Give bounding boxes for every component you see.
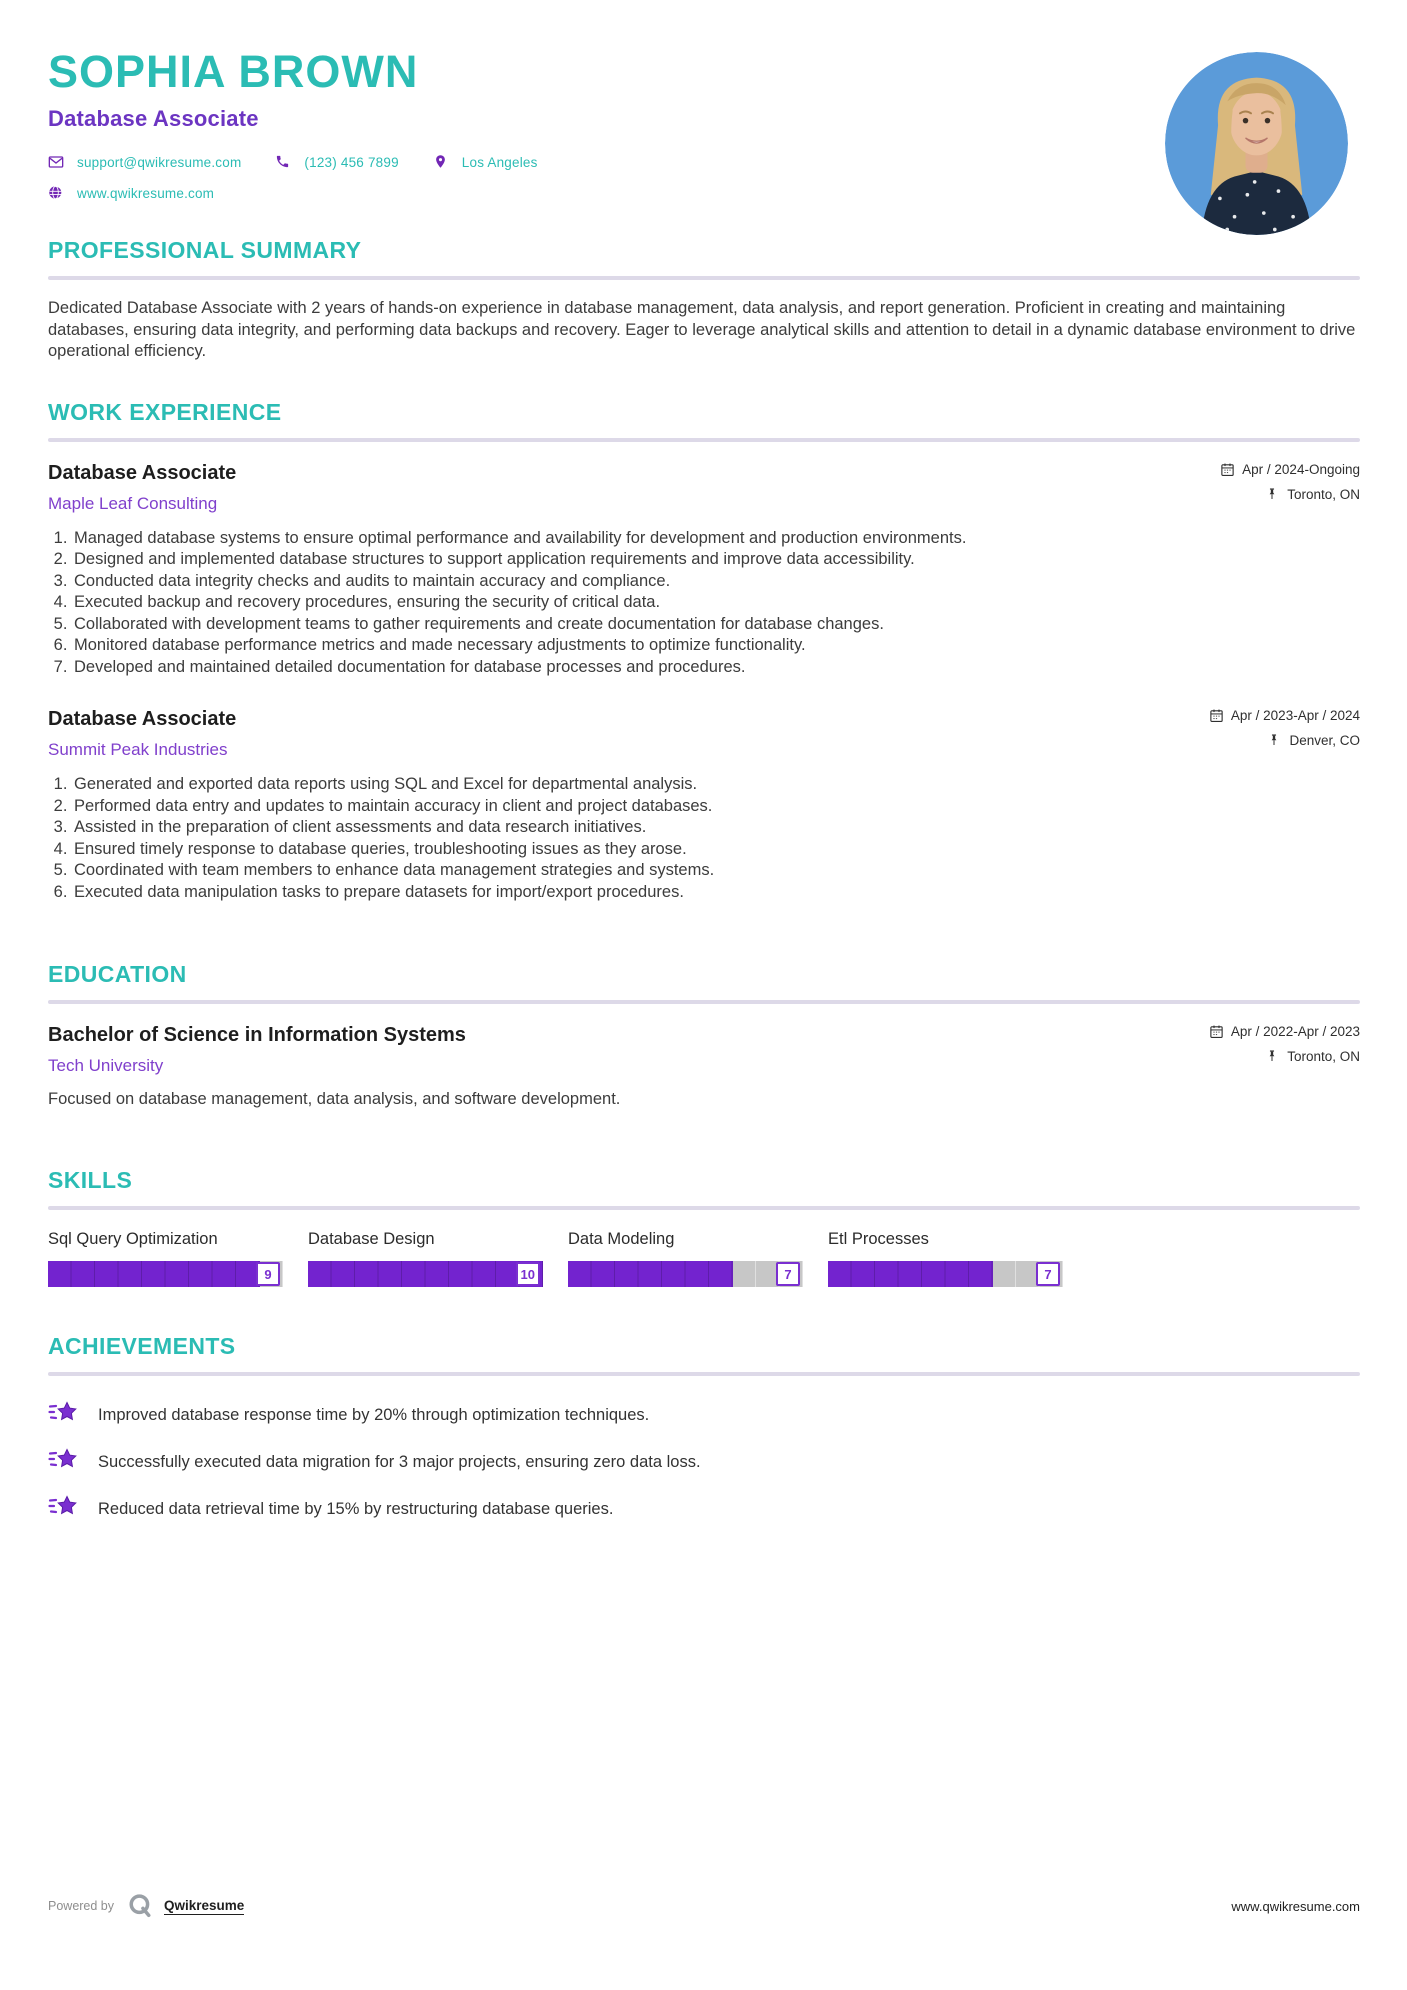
qwikresume-logo-icon — [126, 1892, 154, 1920]
school-name: Tech University — [48, 1056, 164, 1075]
section-professional-summary — [48, 237, 1360, 363]
contact-phone — [275, 154, 398, 170]
skill-progress-bar — [48, 1261, 283, 1287]
job-company: Maple Leaf Consulting — [48, 493, 218, 513]
job-bullet-list — [48, 528, 1360, 679]
envelope-icon — [48, 154, 64, 170]
skill-progress-fill — [828, 1261, 993, 1287]
section-divider — [48, 1206, 1360, 1210]
job-title: Database Associate — [48, 708, 237, 730]
education-heading: EDUCATION — [48, 961, 187, 987]
shooting-star-icon — [48, 1400, 78, 1430]
job-bullet: 1. Managed database systems to ensure optimal performance and availability for development and production environments. — [72, 528, 1360, 550]
skill-score-badge: 7 — [776, 1262, 800, 1286]
job-bullet: 1. Generated and exported data reports using SQL and Excel for departmental analysis. — [72, 774, 1360, 796]
section-divider — [48, 276, 1360, 280]
pushpin-icon — [1265, 487, 1280, 502]
profile-photo — [1165, 52, 1348, 235]
achievement-item: Reduced data retrieval time by 15% by restructuring database queries. — [48, 1494, 1360, 1524]
contact-website — [48, 185, 214, 201]
footer — [48, 1892, 1360, 1920]
skill-etl-processes: Etl Processes 7 — [828, 1230, 1063, 1287]
profile-photo-illustration — [1165, 52, 1348, 235]
achievements-heading: ACHIEVEMENTS — [48, 1333, 236, 1359]
calendar-icon — [1209, 708, 1224, 723]
section-achievements — [48, 1333, 1360, 1524]
website-link[interactable]: www.qwikresume.com — [77, 185, 215, 201]
section-divider — [48, 438, 1360, 442]
education-dates: Apr / 2022-Apr / 2023 — [1209, 1024, 1360, 1039]
location-pin-icon — [433, 154, 449, 170]
person-title: Database Associate — [48, 106, 259, 131]
summary-text: Dedicated Database Associate with 2 years of hands-on experience in database management, data analysis, and report generation. Proficient in creating and maintaining databases, ensuring data integrity, and performing data backups and recovery. Eager to leverage analytical skills and attention to detail in a dynamic database environment to drive operational efficiency. — [48, 299, 1356, 360]
calendar-icon — [1220, 462, 1235, 477]
degree-title: Bachelor of Science in Information Systems — [48, 1024, 466, 1046]
pushpin-icon — [1267, 733, 1282, 748]
job-bullet-list — [48, 774, 1360, 903]
work-experience-heading: WORK EXPERIENCE — [48, 398, 282, 425]
job-location: Denver, CO — [1209, 733, 1360, 748]
shooting-star-icon — [48, 1494, 78, 1524]
achievement-item: Successfully executed data migration for 3 major projects, ensuring zero data loss. — [48, 1447, 1360, 1477]
job-bullet: 4. Executed backup and recovery procedures, ensuring the security of critical data. — [72, 592, 1360, 614]
job-bullet: 3. Assisted in the preparation of client assessments and data research initiatives. — [72, 817, 1360, 839]
contact-email — [48, 154, 241, 170]
section-work-experience — [48, 399, 1360, 904]
skills-heading: SKILLS — [48, 1167, 133, 1193]
job-bullet: 5. Collaborated with development teams to gather requirements and create documentation for database changes. — [72, 614, 1360, 636]
qwikresume-brand-link[interactable]: Qwikresume — [164, 1897, 245, 1913]
achievements-list — [48, 1400, 1360, 1524]
phone-number: (123) 456 7899 — [304, 154, 399, 170]
shooting-star-icon — [48, 1447, 78, 1477]
skill-database-design: Database Design 10 — [308, 1230, 543, 1287]
contact-row-2 — [48, 185, 1360, 201]
job-location: Toronto, ON — [1220, 487, 1360, 502]
skills-grid — [48, 1230, 1360, 1287]
skill-progress-fill — [48, 1261, 260, 1287]
summary-heading: PROFESSIONAL SUMMARY — [48, 237, 362, 263]
skill-progress-fill — [568, 1261, 733, 1287]
phone-icon — [275, 154, 291, 170]
skill-score-badge: 10 — [516, 1262, 540, 1286]
education-description: Focused on database management, data analysis, and software development. — [48, 1090, 621, 1108]
header — [48, 46, 1360, 201]
education-location: Toronto, ON — [1209, 1049, 1360, 1064]
job-bullet: 5. Coordinated with team members to enhance data management strategies and systems. — [72, 860, 1360, 882]
job-entry-2 — [48, 708, 1360, 903]
skill-sql-query-optimization: Sql Query Optimization 9 — [48, 1230, 283, 1287]
job-title: Database Associate — [48, 461, 237, 484]
skill-progress-bar — [828, 1261, 1063, 1287]
skill-data-modeling: Data Modeling 7 — [568, 1230, 803, 1287]
section-divider — [48, 1372, 1360, 1376]
contact-row-1 — [48, 154, 1360, 170]
job-company: Summit Peak Industries — [48, 740, 228, 759]
contact-location — [433, 154, 538, 170]
pushpin-icon — [1265, 1049, 1280, 1064]
job-bullet: 2. Performed data entry and updates to maintain accuracy in client and project databases. — [72, 796, 1360, 818]
calendar-icon — [1209, 1024, 1224, 1039]
job-bullet: 6. Monitored database performance metrics and made necessary adjustments to optimize functionality. — [72, 635, 1360, 657]
location-text: Los Angeles — [461, 154, 538, 170]
globe-icon — [48, 185, 64, 201]
email-link[interactable]: support@qwikresume.com — [77, 154, 242, 170]
job-dates: Apr / 2024-Ongoing — [1220, 462, 1360, 477]
skill-score-badge: 7 — [1036, 1262, 1060, 1286]
skill-progress-bar — [568, 1261, 803, 1287]
job-entry-1 — [48, 462, 1360, 679]
skill-progress-bar — [308, 1261, 543, 1287]
section-divider — [48, 1000, 1360, 1004]
section-skills — [48, 1167, 1360, 1287]
achievement-item: Improved database response time by 20% through optimization techniques. — [48, 1400, 1360, 1430]
skill-progress-fill — [308, 1261, 543, 1287]
education-entry — [48, 1024, 1360, 1109]
job-bullet: 3. Conducted data integrity checks and audits to maintain accuracy and compliance. — [72, 571, 1360, 593]
skill-score-badge: 9 — [256, 1262, 280, 1286]
job-bullet: 6. Executed data manipulation tasks to prepare datasets for import/export procedures. — [72, 882, 1360, 904]
footer-website-link[interactable]: www.qwikresume.com — [1231, 1898, 1360, 1914]
job-bullet: 7. Developed and maintained detailed documentation for database processes and procedures. — [72, 657, 1360, 679]
powered-by-label: Powered by — [48, 1899, 115, 1913]
job-dates: Apr / 2023-Apr / 2024 — [1209, 708, 1360, 723]
job-bullet: 2. Designed and implemented database structures to support application requirements and improve data accessibility. — [72, 549, 1360, 571]
section-education — [48, 961, 1360, 1109]
job-bullet: 4. Ensured timely response to database queries, troubleshooting issues as they arose. — [72, 839, 1360, 861]
person-name: SOPHIA BROWN — [48, 46, 419, 97]
